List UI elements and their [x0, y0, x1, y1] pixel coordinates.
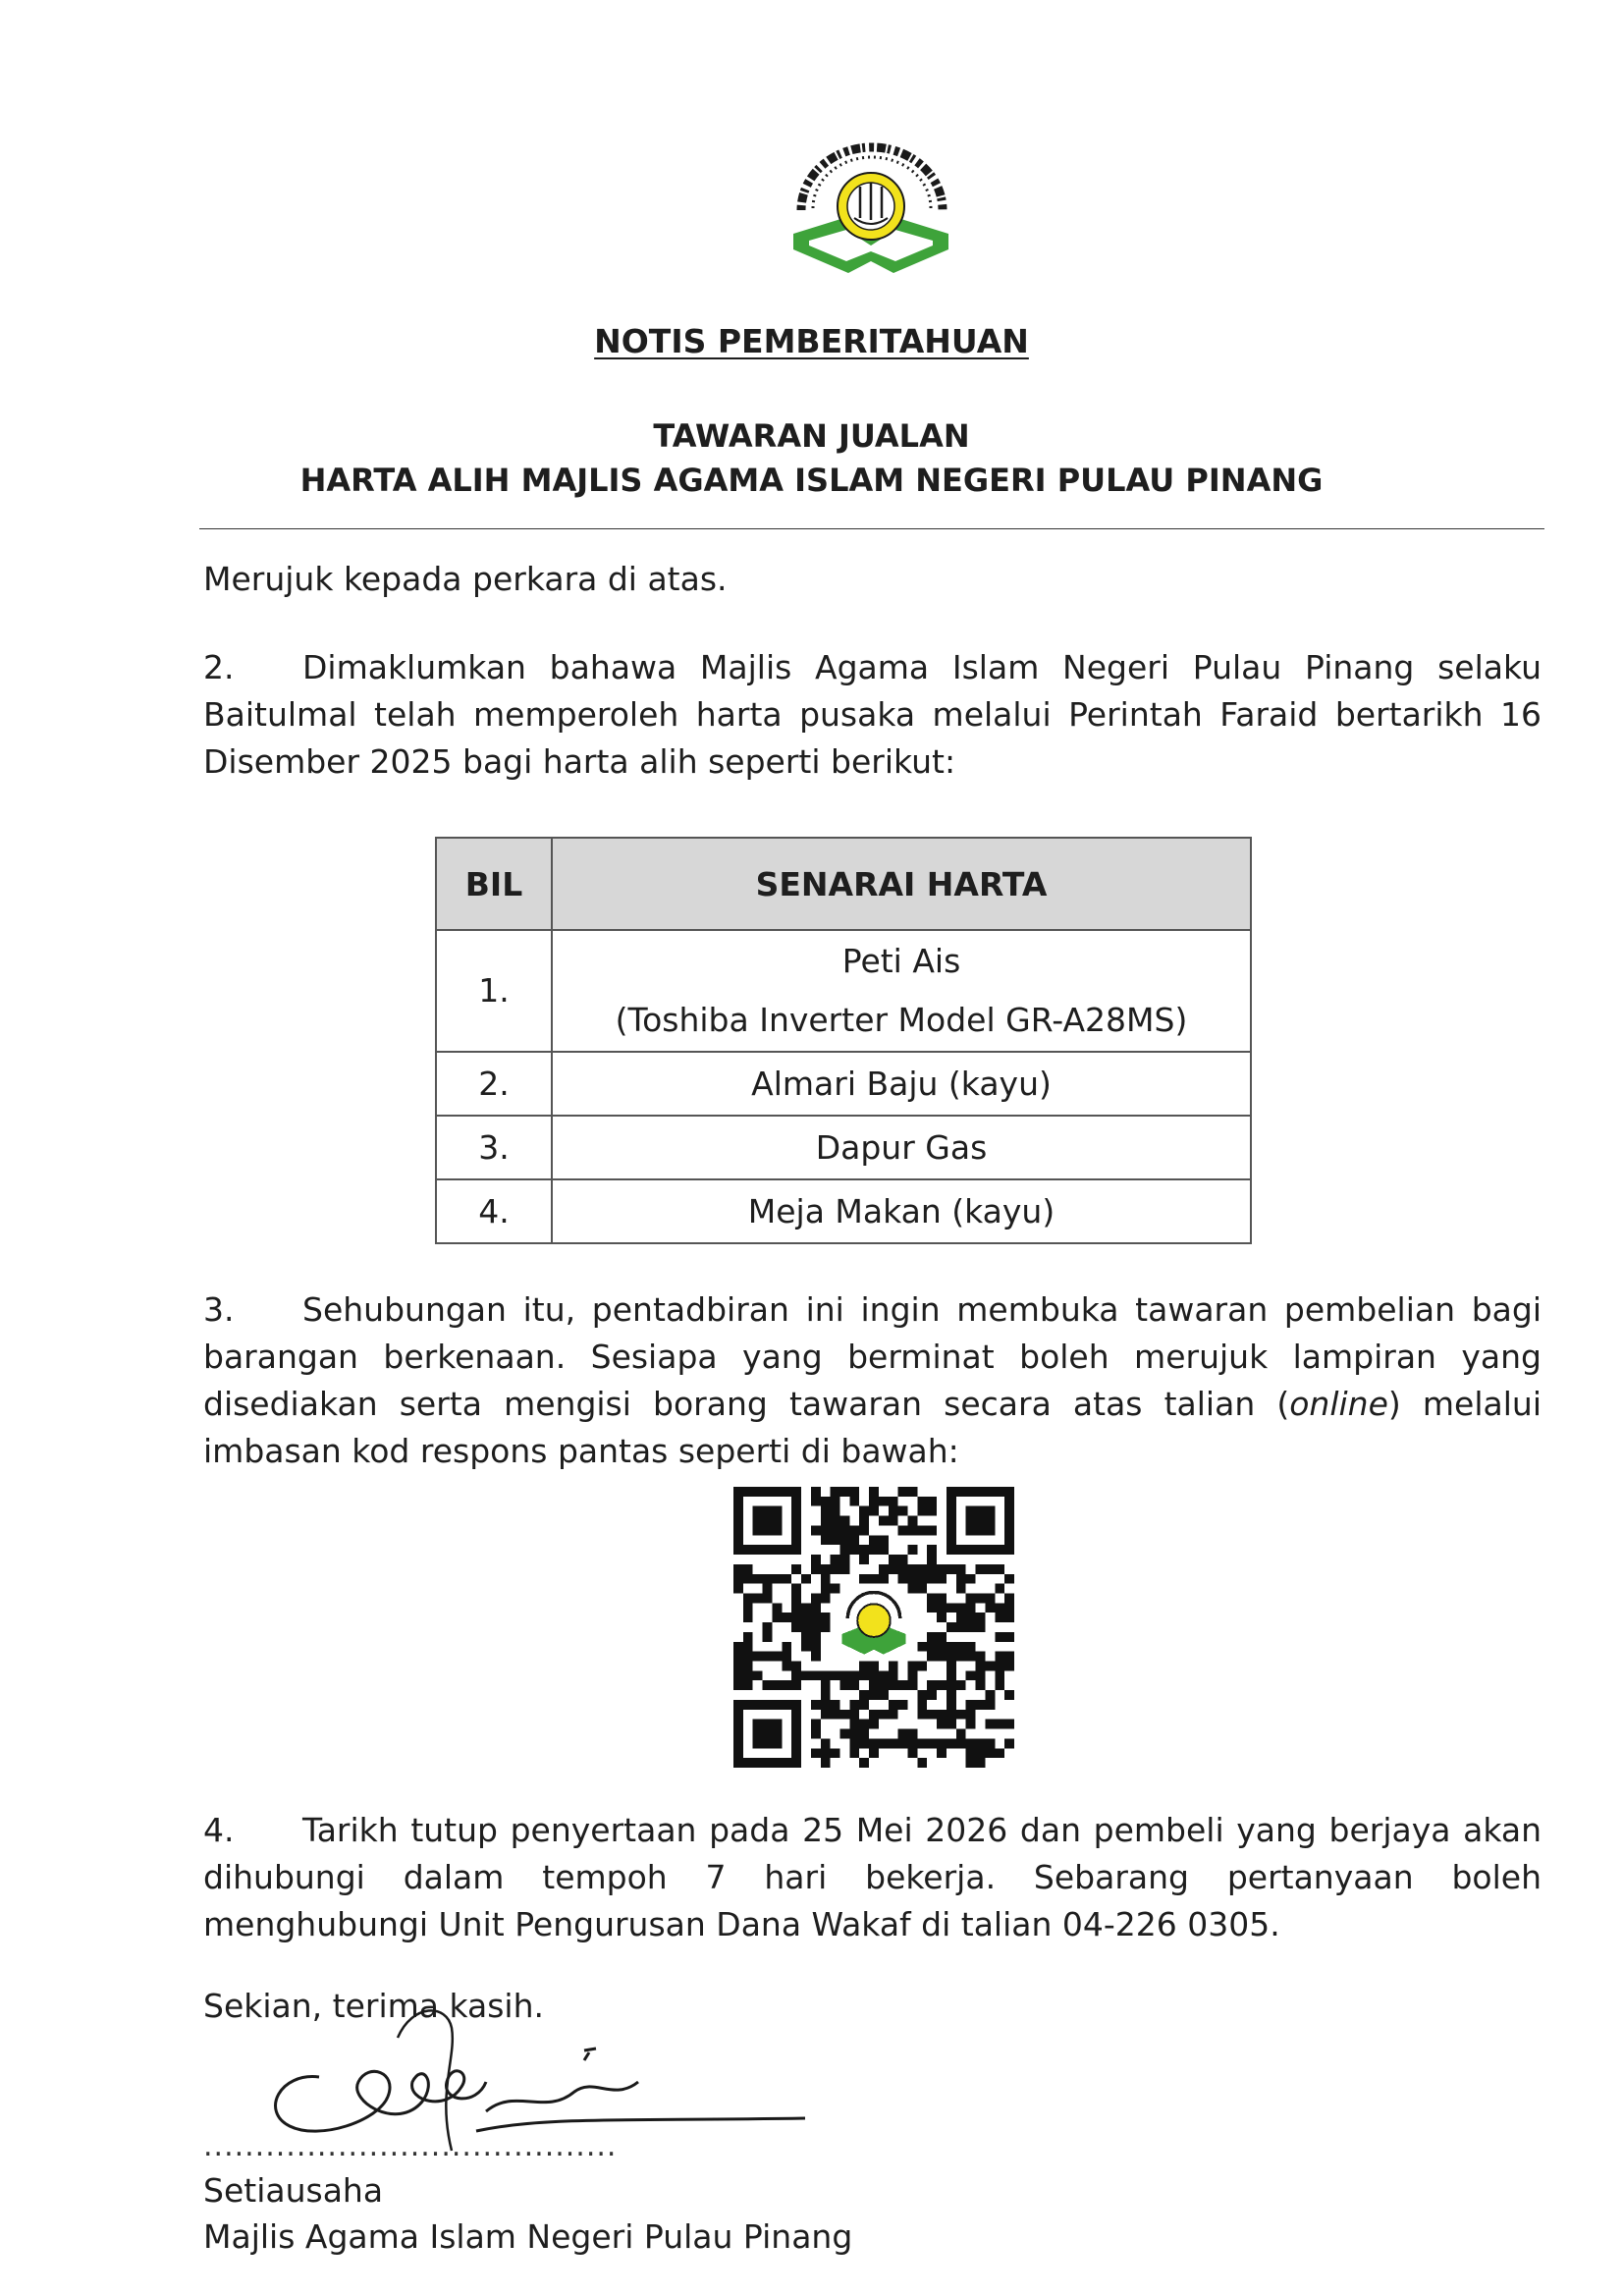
handwritten-signature — [250, 1984, 839, 2180]
paragraph-line: imbasan kod respons pantas seperti di bawah: — [203, 1432, 959, 1470]
row-number: 3. — [436, 1116, 552, 1179]
row-item: Almari Baju (kayu) — [552, 1052, 1251, 1116]
paragraph-number: 3. — [203, 1290, 235, 1329]
subtitle-line-1: TAWARAN JUALAN — [653, 417, 970, 455]
asset-table — [435, 837, 1252, 1244]
paragraph-number: 2. — [203, 648, 235, 686]
signatory-title: Setiausaha — [203, 2171, 384, 2210]
row-number: 1. — [436, 930, 552, 1052]
paragraph-4 — [203, 1807, 1542, 1948]
row-number: 2. — [436, 1052, 552, 1116]
qr-code-icon — [733, 1487, 1014, 1768]
paragraph-line: menghubungi Unit Pengurusan Dana Wakaf di talian 04-226 0305. — [203, 1905, 1280, 1943]
row-item — [552, 930, 1251, 1052]
intro-paragraph: Merujuk kepada perkara di atas. — [203, 560, 728, 598]
table-header-row — [436, 838, 1251, 930]
paragraph-line: Sehubungan itu, pentadbiran ini ingin membuka tawaran pembelian bagi — [302, 1290, 1542, 1329]
paragraph-2 — [203, 644, 1542, 786]
online-emphasis: online — [1289, 1385, 1388, 1423]
table-row — [436, 930, 1251, 1052]
paragraph-line: dihubungi dalam tempoh 7 hari bekerja. Sebarang pertanyaan boleh — [203, 1858, 1542, 1896]
table-row — [436, 1179, 1251, 1243]
qr-code[interactable] — [733, 1487, 1014, 1768]
paragraph-line: disediakan serta mengisi borang tawaran secara atas talian (online) melalui — [203, 1385, 1542, 1423]
signature-line: ........................................ — [203, 2129, 618, 2163]
column-header-senarai-harta: SENARAI HARTA — [552, 838, 1251, 930]
row-number: 4. — [436, 1179, 552, 1243]
header-divider — [199, 528, 1544, 529]
row-item-line: (Toshiba Inverter Model GR-A28MS) — [615, 1001, 1188, 1039]
paragraph-line: Disember 2025 bagi harta alih seperti berikut: — [203, 742, 956, 781]
paragraph-line: Tarikh tutup penyertaan pada 25 Mei 2026 dan pembeli yang berjaya akan — [302, 1811, 1542, 1849]
table-row — [436, 1052, 1251, 1116]
closing-text: Sekian, terima kasih. — [203, 1987, 544, 2025]
row-item: Dapur Gas — [552, 1116, 1251, 1179]
notice-title: NOTIS PEMBERITAHUAN — [594, 322, 1029, 360]
paragraph-line: Dimaklumkan bahawa Majlis Agama Islam Negeri Pulau Pinang selaku — [302, 648, 1542, 686]
paragraph-number: 4. — [203, 1811, 235, 1849]
row-item-line: Peti Ais — [841, 942, 961, 980]
paragraph-3 — [203, 1286, 1542, 1475]
paragraph-line: Baitulmal telah memperoleh harta pusaka melalui Perintah Faraid bertarikh 16 — [203, 695, 1542, 734]
emblem-icon — [784, 139, 958, 277]
paragraph-line: barangan berkenaan. Sesiapa yang berminat boleh merujuk lampiran yang — [203, 1338, 1542, 1376]
table-row — [436, 1116, 1251, 1179]
row-item: Meja Makan (kayu) — [552, 1179, 1251, 1243]
subtitle-line-2: HARTA ALIH MAJLIS AGAMA ISLAM NEGERI PULAU PINANG — [299, 462, 1324, 499]
organization-logo — [784, 139, 958, 277]
signatory-organization: Majlis Agama Islam Negeri Pulau Pinang — [203, 2217, 853, 2256]
column-header-bil: BIL — [436, 838, 552, 930]
